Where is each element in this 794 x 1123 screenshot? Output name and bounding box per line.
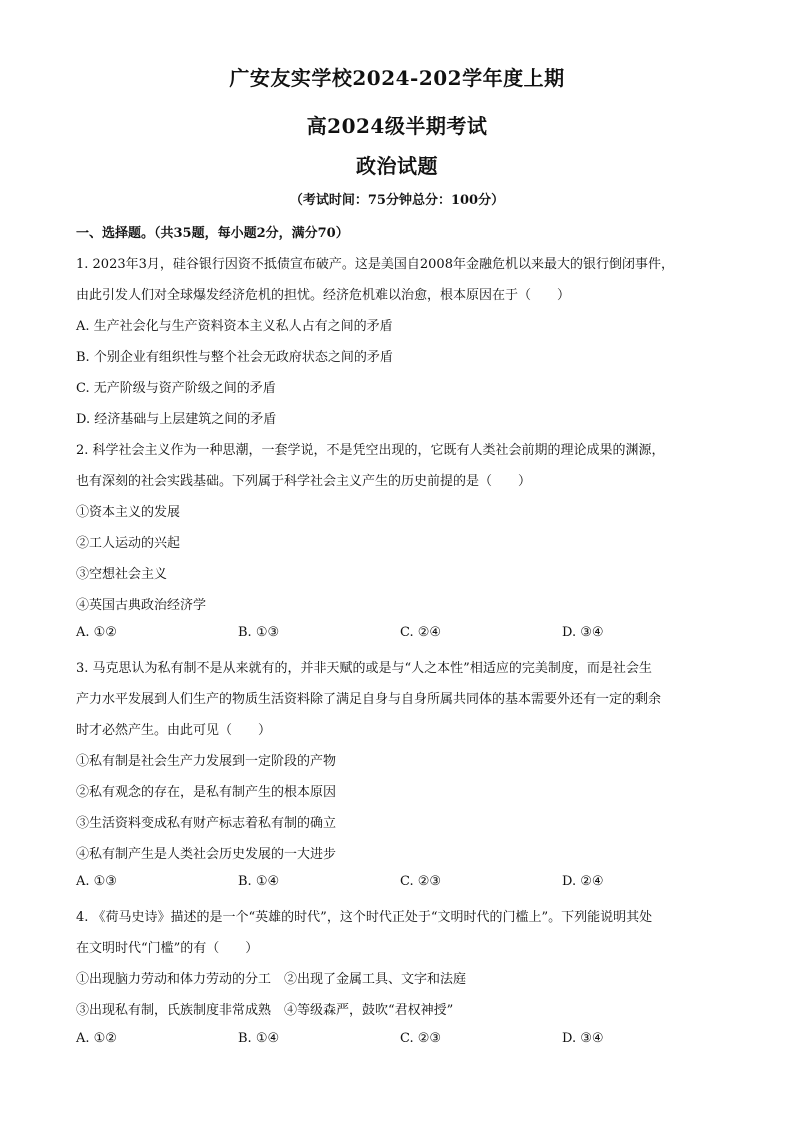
q2-item-3: ③空想社会主义 — [76, 567, 168, 582]
q3-item-4: ④私有制产生是人类社会历史发展的一大进步 — [76, 847, 337, 862]
q4-items-3-4: ③出现私有制，氏族制度非常成熟 ④等级森严，鼓吹“君权神授” — [76, 1003, 454, 1018]
q2-stem-line1: 2. 科学社会主义作为一种思潮，一套学说，不是凭空出现的，它既有人类社会前期的理论成果的渊源， — [76, 443, 665, 458]
q4-items-1-2: ①出现脑力劳动和体力劳动的分工 ②出现了金属工具、文字和法庭 — [76, 972, 467, 987]
exam-title: 高2024级半期考试 — [306, 114, 488, 138]
exam-time-info: （考试时间：75分钟总分：100分） — [289, 193, 505, 208]
q1-stem-line1: 1. 2023年3月，硅谷银行因资不抵债宣布破产。这是美国自2008年金融危机以来最大的银行倒闭事件， — [76, 257, 674, 272]
q3-option-c: C. ②③ — [400, 874, 442, 889]
q1-option-d: D. 经济基础与上层建筑之间的矛盾 — [76, 412, 277, 427]
q4-stem-line2: 在文明时代“门槛”的有（ ） — [76, 941, 259, 956]
q3-item-1: ①私有制是社会生产力发展到一定阶段的产物 — [76, 754, 337, 769]
q3-item-2: ②私有观念的存在，是私有制产生的根本原因 — [76, 785, 337, 800]
q4-option-d: D. ③④ — [562, 1031, 604, 1046]
q1-option-b: B. 个别企业有组织性与整个社会无政府状态之间的矛盾 — [76, 350, 393, 365]
q2-item-1: ①资本主义的发展 — [76, 505, 181, 520]
q4-option-c: C. ②③ — [400, 1031, 442, 1046]
q3-option-d: D. ②④ — [562, 874, 604, 889]
q4-stem-line1: 4. 《荷马史诗》描述的是一个“英雄的时代”，这个时代正处于“文明时代的门槛上”。下列能说明其处 — [76, 910, 653, 925]
q1-option-a: A. 生产社会化与生产资料资本主义私人占有之间的矛盾 — [76, 319, 393, 334]
q2-item-2: ②工人运动的兴起 — [76, 536, 181, 551]
q2-option-c: C. ②④ — [400, 625, 442, 640]
q3-stem-line2: 产力水平发展到人们生产的物质生活资料除了满足自身与自身所属共同体的基本需要外还有一定的剩余 — [76, 692, 662, 707]
q2-item-4: ④英国古典政治经济学 — [76, 598, 207, 613]
q1-stem-line2: 由此引发人们对全球爆发经济危机的担忧。经济危机难以治愈，根本原因在于（ ） — [76, 288, 571, 303]
q2-option-a: A. ①② — [76, 625, 117, 640]
q3-option-a: A. ①③ — [76, 874, 117, 889]
q3-item-3: ③生活资料变成私有财产标志着私有制的确立 — [76, 816, 337, 831]
q2-option-d: D. ③④ — [562, 625, 604, 640]
q3-stem-line3: 时才必然产生。由此可见（ ） — [76, 723, 272, 738]
section-heading: 一、选择题。（共35题，每小题2分，满分70） — [76, 226, 349, 241]
q3-option-b: B. ①④ — [238, 874, 280, 889]
q4-option-b: B. ①④ — [238, 1031, 280, 1046]
q2-option-b: B. ①③ — [238, 625, 280, 640]
q4-option-a: A. ①② — [76, 1031, 117, 1046]
q2-stem-line2: 也有深刻的社会实践基础。下列属于科学社会主义产生的历史前提的是（ ） — [76, 474, 532, 489]
q3-stem-line1: 3. 马克思认为私有制不是从来就有的，并非天赋的或是与“人之本性”相适应的完美制度，而是社会生 — [76, 661, 652, 676]
school-title: 广安友实学校2024-202学年度上期 — [229, 66, 565, 90]
q1-option-c: C. 无产阶级与资产阶级之间的矛盾 — [76, 381, 276, 396]
subject-title: 政治试题 — [356, 154, 438, 178]
